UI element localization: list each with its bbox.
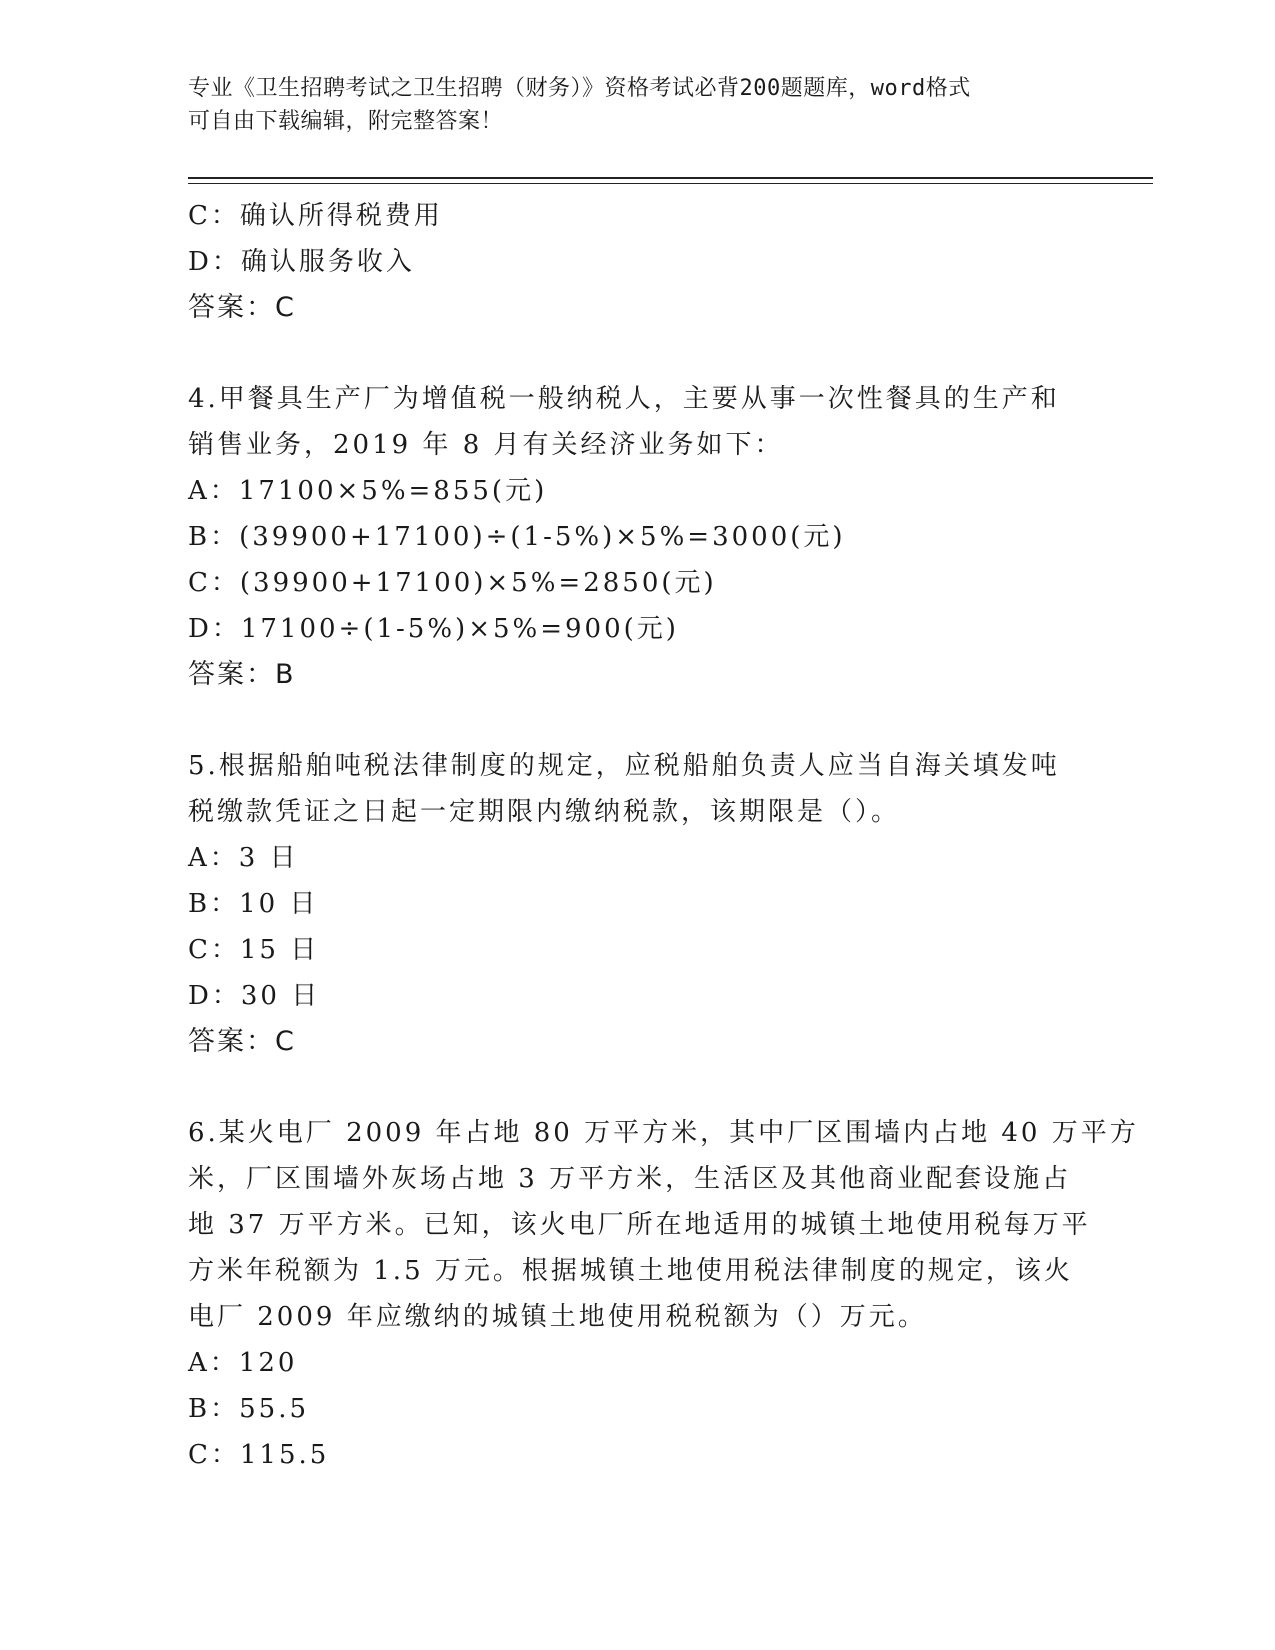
question-stem-line: 5.根据船舶吨税法律制度的规定，应税船舶负责人应当自海关填发吨: [188, 751, 1060, 781]
answer-line: 答案：C: [188, 1026, 296, 1057]
option-a: A：120: [188, 1348, 298, 1378]
question-list: [188, 193, 1139, 1478]
option-c: C：(39900+17100)×5%=2850(元): [188, 568, 717, 598]
question-stem-line: 方米年税额为 1.5 万元。根据城镇土地使用税法律制度的规定，该火: [188, 1256, 1073, 1286]
header-rule-thick: [188, 177, 1153, 179]
question-stem-line: 地 37 万平方米。已知，该火电厂所在地适用的城镇土地使用税每万平: [188, 1210, 1091, 1240]
option-c: C：115.5: [188, 1440, 330, 1470]
question-4: [188, 376, 1088, 698]
question-stem-line: 税缴款凭证之日起一定期限内缴纳税款，该期限是（）。: [188, 797, 901, 827]
question-stem-line: 4.甲餐具生产厂为增值税一般纳税人，主要从事一次性餐具的生产和: [188, 384, 1060, 414]
header-title-line-1: 专业《卫生招聘考试之卫生招聘（财务）》资格考试必背200题题库，word格式: [188, 76, 971, 101]
question-6: [188, 1110, 1139, 1478]
question-5: [188, 743, 1088, 1065]
document-header: [188, 72, 1068, 138]
option-d: D：17100÷(1-5%)×5%=900(元): [188, 614, 679, 644]
question-spacer: [188, 698, 1088, 743]
option-a: A：17100×5%=855(元): [188, 476, 548, 506]
option-a: A：3 日: [188, 843, 299, 873]
option-c: C：确认所得税费用: [188, 201, 443, 231]
option-b: B：(39900+17100)÷(1-5%)×5%=3000(元): [188, 522, 846, 552]
header-rule-thin: [188, 183, 1153, 184]
option-d: D：30 日: [188, 981, 321, 1011]
question-stem-line: 6.某火电厂 2009 年占地 80 万平方米，其中厂区围墙内占地 40 万平方: [188, 1118, 1139, 1148]
answer-line: 答案：C: [188, 292, 296, 323]
option-d: D：确认服务收入: [188, 247, 415, 277]
option-b: B：10 日: [188, 889, 319, 919]
question-spacer: [188, 331, 1088, 376]
question-spacer: [188, 1065, 1088, 1110]
answer-line: 答案：B: [188, 659, 296, 690]
question-stem-line: 销售业务，2019 年 8 月有关经济业务如下：: [188, 430, 784, 460]
question-stem-line: 米，厂区围墙外灰场占地 3 万平方米，生活区及其他商业配套设施占: [188, 1164, 1072, 1194]
question-stem-line: 电厂 2009 年应缴纳的城镇土地使用税税额为（）万元。: [188, 1302, 927, 1332]
header-title-line-2: 可自由下载编辑，附完整答案！: [188, 109, 504, 134]
question-3-tail: [188, 193, 1088, 331]
option-c: C：15 日: [188, 935, 320, 965]
option-b: B：55.5: [188, 1394, 309, 1424]
